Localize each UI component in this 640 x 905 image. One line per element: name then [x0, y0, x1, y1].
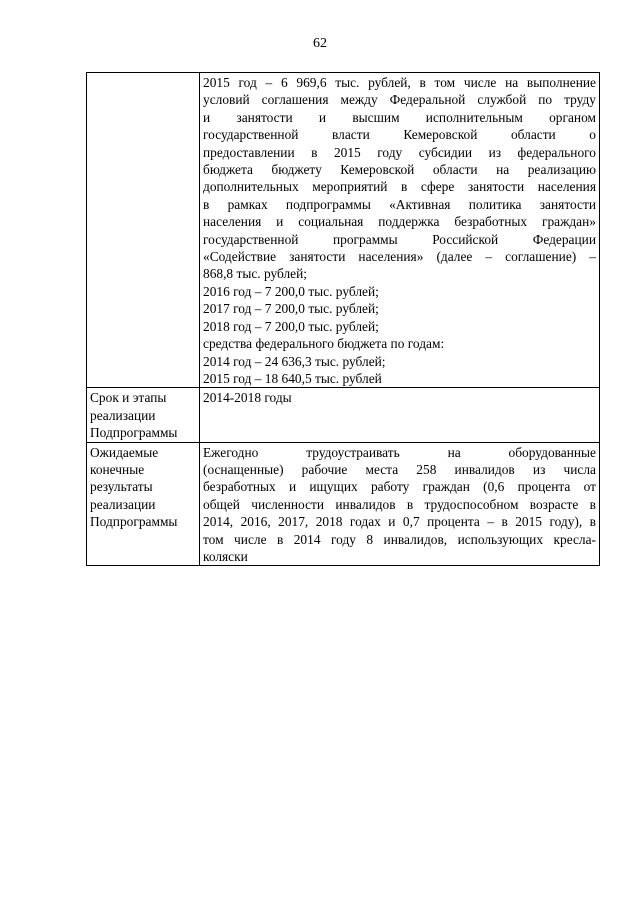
text-line: 2016 год – 7 200,0 тыс. рублей; [203, 283, 379, 299]
text-line: бюджета бюджету Кемеровской области на реализацию [203, 162, 596, 178]
text-line: 2014, 2016, 2017, 2018 годах и 0,7 процента – в 2015 году), в [203, 514, 596, 530]
row-label-timeline [87, 388, 200, 442]
label-line: Срок и этапы [90, 390, 167, 406]
page-number: 62 [313, 36, 327, 51]
text-line: том числе в 2014 году 8 инвалидов, использующих кресла- [203, 531, 596, 547]
text-line: (оснащенные) рабочие места 258 инвалидов из числа [203, 461, 596, 477]
text-line: коляски [203, 548, 248, 564]
text-line: 2014-2018 годы [203, 390, 292, 406]
funding-text [200, 73, 600, 388]
text-line: условий соглашения между Федеральной службой по труду [203, 92, 596, 108]
text-line: 2015 год – 18 640,5 тыс. рублей [203, 370, 382, 386]
text-line: 868,8 тыс. рублей; [203, 266, 307, 282]
row-label-empty [87, 73, 200, 388]
text-line: 2014 год – 24 636,3 тыс. рублей; [203, 353, 386, 369]
text-line: «Содействие занятости населения» (далее – соглашение) – [203, 249, 596, 265]
text-line: дополнительных мероприятий в сфере занятости населения [203, 179, 596, 195]
label-line: реализации [90, 407, 156, 423]
results-text [200, 442, 600, 566]
label-line: реализации [90, 496, 156, 512]
label-line: конечные [90, 461, 145, 477]
text-line: Ежегодно трудоустраивать на оборудованные [203, 444, 596, 460]
label-line: Подпрограммы [90, 425, 178, 441]
text-line: в рамках подпрограммы «Активная политика занятости [203, 196, 596, 212]
text-line: предоставлении в 2015 году субсидии из федерального [203, 144, 596, 160]
text-line: государственной программы Российской Федерации [203, 231, 596, 247]
label-line: результаты [90, 479, 153, 495]
text-line: государственной власти Кемеровской области о [203, 127, 596, 143]
text-line: 2018 год – 7 200,0 тыс. рублей; [203, 318, 379, 334]
text-line: 2017 год – 7 200,0 тыс. рублей; [203, 301, 379, 317]
label-line: Подпрограммы [90, 514, 178, 530]
row-label-results [87, 442, 200, 566]
table-row-timeline [87, 388, 600, 442]
table-row-results [87, 442, 600, 566]
subprogram-passport-table [86, 72, 600, 566]
text-line: общей численности инвалидов в трудоспособном возрасте в [203, 496, 596, 512]
label-line: Ожидаемые [90, 444, 159, 460]
table-row-funding [87, 73, 600, 388]
text-line: 2015 год – 6 969,6 тыс. рублей, в том числе на выполнение [203, 75, 596, 90]
timeline-text [200, 388, 600, 442]
text-line: и занятости и высшим исполнительным органом [203, 109, 596, 125]
text-line: безработных и ищущих работу граждан (0,6 процента от [203, 479, 596, 495]
text-line: средства федерального бюджета по годам: [203, 336, 445, 352]
text-line: населения и социальная поддержка безработных граждан» [203, 214, 596, 230]
